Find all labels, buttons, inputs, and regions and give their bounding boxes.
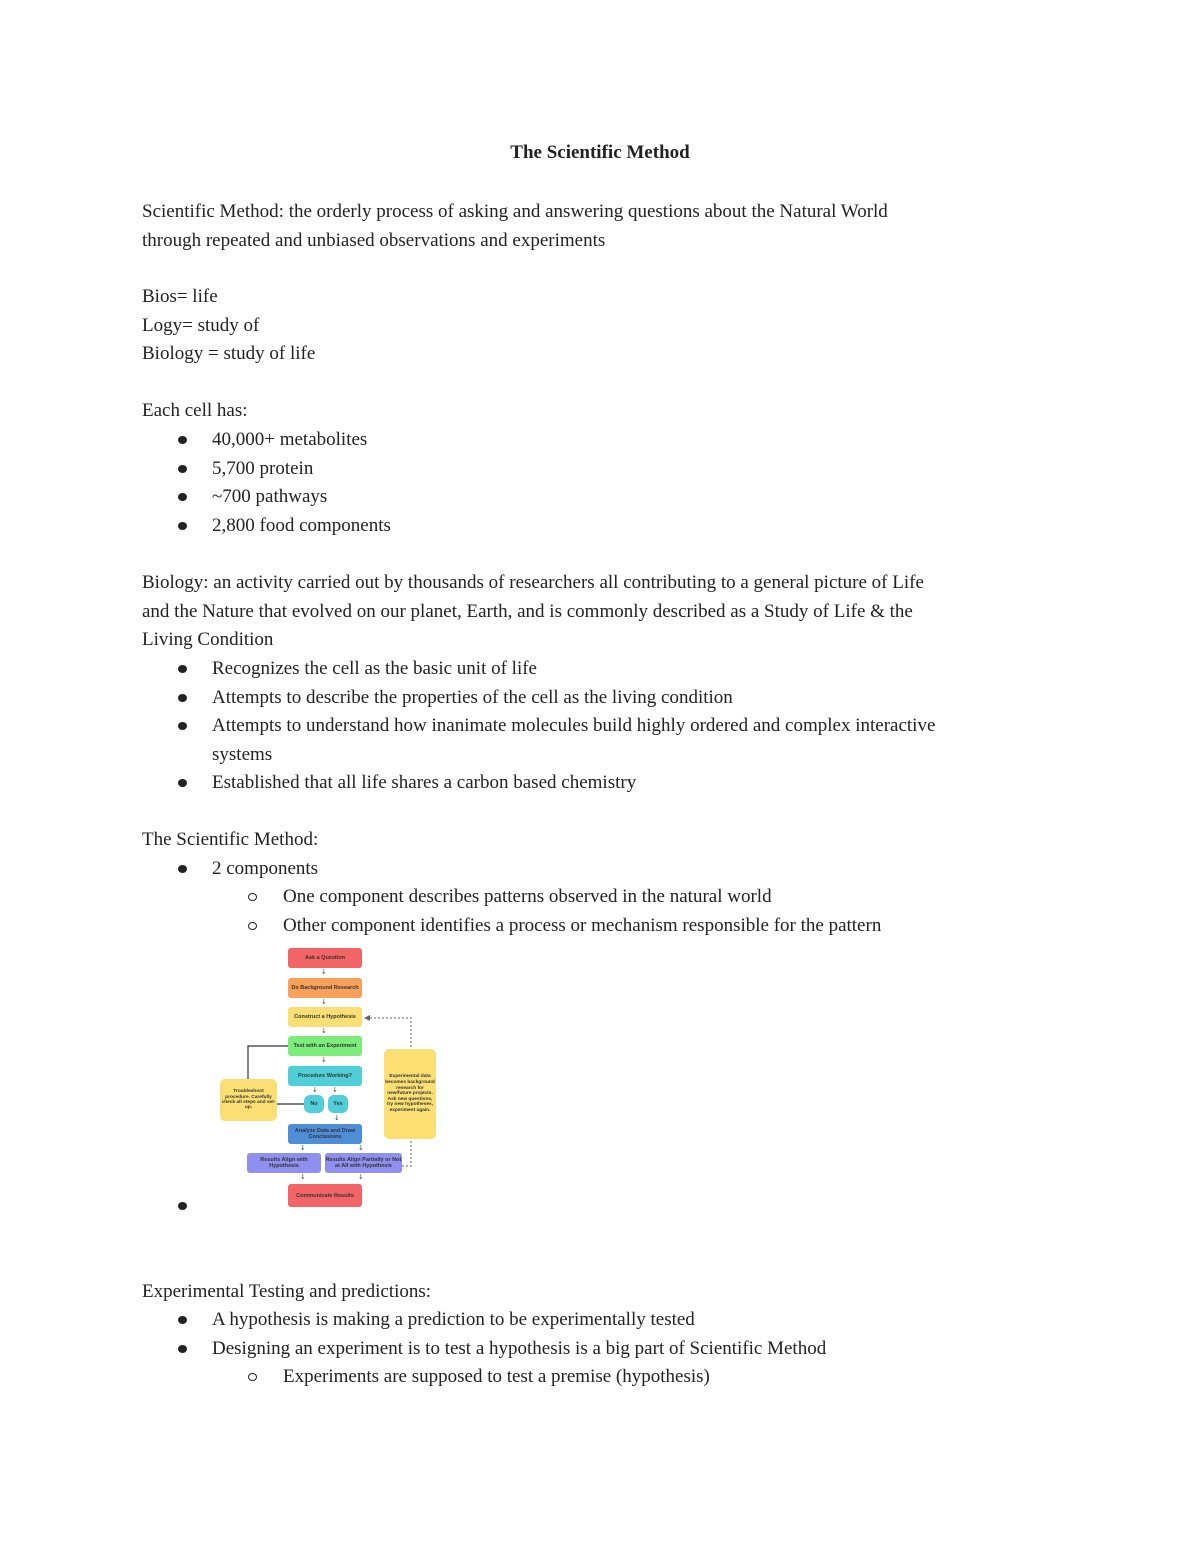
bullet-icon: [178, 465, 187, 473]
biology-definition-line-2: and the Nature that evolved on our planet, Earth, and is commonly described as a Study of Life & the: [142, 601, 913, 622]
bios-line: Bios= life: [142, 286, 218, 307]
cell-heading: Each cell has:: [142, 400, 248, 421]
flowchart-step-procedure-check: Procedure Working?: [288, 1066, 362, 1086]
sub-bullet-icon: [248, 922, 257, 930]
sub-bullet-icon: [248, 1373, 257, 1381]
bullet-icon: [178, 1316, 187, 1324]
flowchart-step-results-partial: Results Align Partially or Not at All with Hypothesis: [325, 1153, 402, 1173]
down-arrow-icon: ↓: [334, 1114, 340, 1122]
flowchart-note-troubleshoot: Troubleshoot procedure. Carefully check all steps and set-up.: [220, 1079, 277, 1121]
bullet-icon: [178, 436, 187, 444]
definition-line-2: through repeated and unbiased observations and experiments: [142, 230, 606, 251]
scientific-method-flowchart: [218, 946, 436, 1210]
flowchart-step-analyze: Analyze Data and Draw Conclusions: [288, 1124, 362, 1144]
method-heading: The Scientific Method:: [142, 829, 319, 850]
down-arrow-icon: ↓: [300, 1144, 306, 1152]
list-item: 2,800 food components: [212, 515, 391, 536]
list-item: Recognizes the cell as the basic unit of life: [212, 658, 537, 679]
biology-definition-line-1: Biology: an activity carried out by thousands of researchers all contributing to a general picture of Life: [142, 572, 924, 593]
testing-heading: Experimental Testing and predictions:: [142, 1281, 432, 1302]
bullet-icon: [178, 694, 187, 702]
flowchart-step-hypothesis: Construct a Hypothesis: [288, 1007, 362, 1027]
list-item: Attempts to describe the properties of the cell as the living condition: [212, 687, 733, 708]
flowchart-step-ask-question: Ask a Question: [288, 948, 362, 968]
down-arrow-icon: ↓: [358, 1173, 364, 1181]
down-arrow-icon: ↓: [332, 1086, 338, 1094]
down-arrow-icon: ↓: [312, 1086, 318, 1094]
sub-list-item: Experiments are supposed to test a premise (hypothesis): [283, 1366, 710, 1387]
biology-line: Biology = study of life: [142, 343, 316, 364]
down-arrow-icon: ↓: [321, 1056, 327, 1064]
list-item: Designing an experiment is to test a hypothesis is a big part of Scientific Method: [212, 1338, 827, 1359]
bullet-icon: [178, 522, 187, 530]
bullet-icon: [178, 665, 187, 673]
down-arrow-icon: ↓: [321, 998, 327, 1006]
list-item: 2 components: [212, 858, 319, 879]
flowchart-note-new-questions: Experimental data becomes background research for new/future projects. Ask new questions, try new hypotheses, experiment again.: [384, 1049, 436, 1139]
down-arrow-icon: ↓: [300, 1173, 306, 1181]
bullet-icon: [178, 1202, 187, 1210]
flowchart-step-experiment: Test with an Experiment: [288, 1036, 362, 1056]
page-title: The Scientific Method: [510, 142, 690, 163]
sub-bullet-icon: [248, 893, 257, 901]
bullet-icon: [178, 1345, 187, 1353]
bullet-icon: [178, 722, 187, 730]
definition-line-1: Scientific Method: the orderly process of asking and answering questions about the Natural World: [142, 201, 888, 222]
flowchart-yes-node: Yes: [328, 1095, 348, 1113]
list-item-continuation: systems: [212, 744, 273, 765]
bullet-icon: [178, 779, 187, 787]
down-arrow-icon: ↓: [321, 1027, 327, 1035]
list-item: Established that all life shares a carbon based chemistry: [212, 772, 637, 793]
down-arrow-icon: ↓: [358, 1144, 364, 1152]
list-item: A hypothesis is making a prediction to be experimentally tested: [212, 1309, 695, 1330]
logy-line: Logy= study of: [142, 315, 260, 336]
list-item: 5,700 protein: [212, 458, 314, 479]
flowchart-step-communicate: Communicate Results: [288, 1184, 362, 1207]
list-item: ~700 pathways: [212, 486, 328, 507]
bullet-icon: [178, 493, 187, 501]
flowchart-step-results-align: Results Align with Hypothesis: [247, 1153, 321, 1173]
sub-list-item: Other component identifies a process or mechanism responsible for the pattern: [283, 915, 882, 936]
bullet-icon: [178, 865, 187, 873]
down-arrow-icon: ↓: [321, 968, 327, 976]
flowchart-step-research: Do Background Research: [288, 978, 362, 998]
biology-definition-line-3: Living Condition: [142, 629, 274, 650]
list-item: Attempts to understand how inanimate molecules build highly ordered and complex interactive: [212, 715, 936, 736]
sub-list-item: One component describes patterns observed in the natural world: [283, 886, 772, 907]
list-item: 40,000+ metabolites: [212, 429, 368, 450]
flowchart-no-node: No: [304, 1095, 324, 1113]
